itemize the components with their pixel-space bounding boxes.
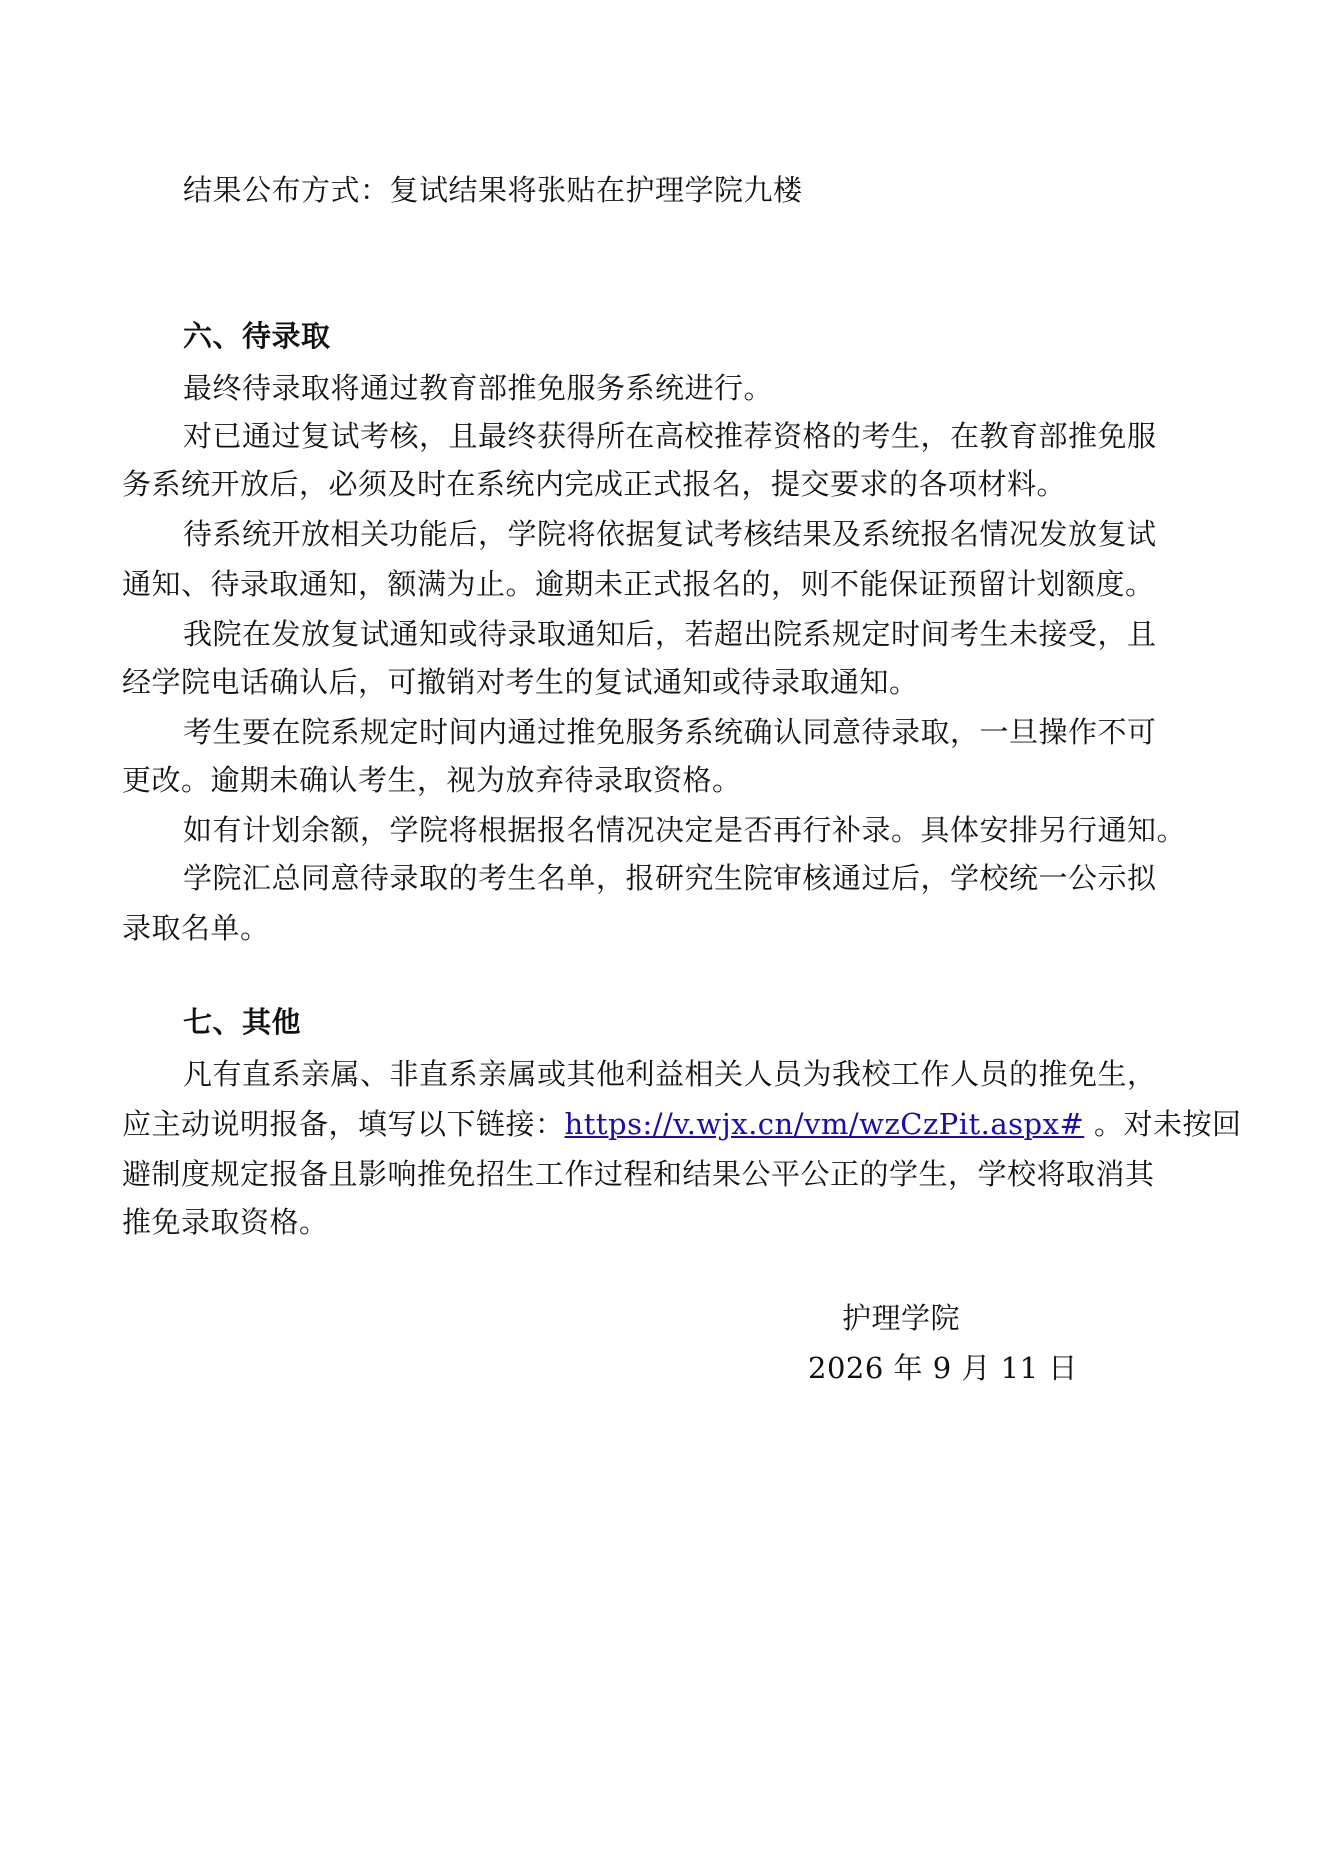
section-7-line: 推免录取资格。 bbox=[122, 1205, 329, 1239]
questionnaire-link[interactable]: https://v.wjx.cn/vm/wzCzPit.aspx# bbox=[564, 1107, 1085, 1141]
section-6-line: 学院汇总同意待录取的考生名单，报研究生院审核通过后，学校统一公示拟 bbox=[183, 861, 1157, 895]
section-6-line: 考生要在院系规定时间内通过推免服务系统确认同意待录取，一旦操作不可 bbox=[183, 715, 1157, 749]
link-line-prefix: 应主动说明报备，填写以下链接： bbox=[122, 1107, 565, 1141]
section-6-heading: 六、待录取 bbox=[183, 319, 331, 353]
section-6-line: 对已通过复试考核，且最终获得所在高校推荐资格的考生，在教育部推免服 bbox=[183, 419, 1157, 453]
result-announcement-line: 结果公布方式：复试结果将张贴在护理学院九楼 bbox=[183, 173, 803, 207]
section-7-line: 避制度规定报备且影响推免招生工作过程和结果公平公正的学生，学校将取消其 bbox=[122, 1157, 1155, 1191]
section-6-line: 最终待录取将通过教育部推免服务系统进行。 bbox=[183, 371, 774, 405]
section-7-link-line bbox=[122, 1106, 1242, 1142]
link-line-suffix: 。对未按回 bbox=[1084, 1107, 1242, 1141]
signature-organization: 护理学院 bbox=[842, 1301, 961, 1335]
section-6-line: 我院在发放复试通知或待录取通知后，若超出院系规定时间考生未接受，且 bbox=[183, 617, 1157, 651]
section-6-line: 务系统开放后，必须及时在系统内完成正式报名，提交要求的各项材料。 bbox=[122, 467, 1067, 501]
section-6-line: 录取名单。 bbox=[122, 911, 270, 945]
section-6-line: 经学院电话确认后，可撤销对考生的复试通知或待录取通知。 bbox=[122, 665, 919, 699]
section-6-line: 通知、待录取通知，额满为止。逾期未正式报名的，则不能保证预留计划额度。 bbox=[122, 567, 1155, 601]
section-6-line: 待系统开放相关功能后，学院将依据复试考核结果及系统报名情况发放复试 bbox=[183, 517, 1157, 551]
section-6-line: 更改。逾期未确认考生，视为放弃待录取资格。 bbox=[122, 763, 742, 797]
section-6-line: 如有计划余额，学院将根据报名情况决定是否再行补录。具体安排另行通知。 bbox=[183, 813, 1187, 847]
section-7-line: 凡有直系亲属、非直系亲属或其他利益相关人员为我校工作人员的推免生， bbox=[183, 1057, 1157, 1091]
signature-date: 2026 年 9 月 11 日 bbox=[808, 1351, 1078, 1385]
section-7-heading: 七、其他 bbox=[183, 1005, 302, 1039]
